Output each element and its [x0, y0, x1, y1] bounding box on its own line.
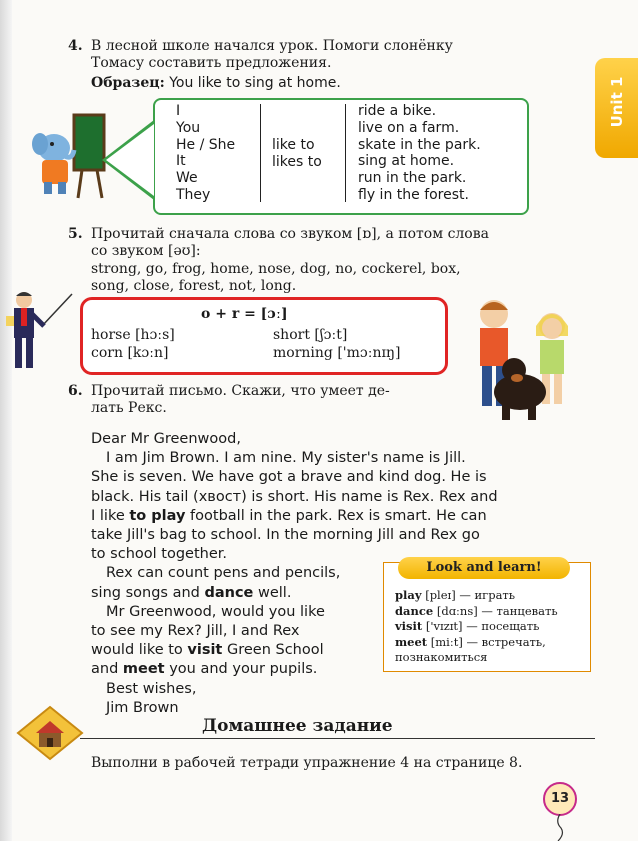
- verb-item: like to: [272, 137, 315, 153]
- subject-item: You: [176, 119, 201, 136]
- divider-line: [345, 104, 346, 202]
- letter-line: sing songs and dance well.: [91, 584, 292, 601]
- letter-greeting: Dear Mr Greenwood,: [91, 431, 241, 447]
- teacher-illustration: [2, 286, 74, 376]
- ex5-instruction-1: Прочитай сначала слова со звуком [ɒ], а потом слова: [91, 226, 489, 242]
- homework-house-icon: [16, 705, 84, 761]
- children-and-dog-illustration: [462, 292, 584, 422]
- vocab-entry: play [pleɪ] — играть: [395, 588, 516, 602]
- balloon-string-icon: [553, 814, 567, 841]
- ex5-number: 5.: [68, 226, 83, 242]
- ex4-instruction-2: Томасу составить предложения.: [91, 55, 332, 71]
- ex6-instruction-2: лать Рекс.: [91, 400, 167, 416]
- phonics-pair: short [ʃɔːt]: [273, 327, 348, 343]
- ending-item: sing at home.: [358, 153, 455, 170]
- homework-text: Выполни в рабочей тетради упражнение 4 на странице 8.: [91, 755, 523, 771]
- vocab-entry-extra: познакомиться: [395, 650, 488, 664]
- divider-line: [260, 104, 261, 202]
- homework-title: Домашнее задание: [202, 716, 393, 736]
- green-box-pointer-inner: [106, 124, 154, 196]
- ending-item: ride a bike.: [358, 103, 437, 119]
- subjects-column: [176, 103, 235, 204]
- subject-item: We: [176, 170, 198, 187]
- unit-tab: [595, 58, 638, 158]
- subject-item: He / She: [176, 136, 236, 153]
- subject-item: I: [176, 103, 181, 119]
- vocab-entry: dance [dɑːns] — танцевать: [395, 603, 558, 618]
- phonics-pair: horse [hɔːs]: [91, 327, 175, 343]
- subject-item: It: [176, 153, 186, 170]
- letter-signature: Jim Brown: [106, 699, 179, 716]
- page-number: 13: [543, 782, 577, 816]
- vocabulary-list: [395, 588, 558, 666]
- letter-line: would like to visit Green School: [91, 642, 324, 659]
- ex6-instruction-1: Прочитай письмо. Скажи, что умеет де-: [91, 383, 390, 399]
- ex5-words-1: strong, go, frog, home, nose, dog, no, cockerel, box,: [91, 261, 461, 277]
- vocab-entry: meet [miːt] — встречать,: [395, 634, 546, 649]
- ex5-instruction-2: со звуком [əʊ]:: [91, 243, 201, 259]
- letter-line: I am Jim Brown. I am nine. My sister's name is Jill.: [106, 450, 466, 467]
- letter-line: to school together.: [91, 546, 227, 563]
- unit-tab-label: Unit 1: [608, 76, 626, 128]
- phonics-pair: corn [kɔːn]: [91, 345, 169, 361]
- ex6-number: 6.: [68, 383, 83, 399]
- ending-item: live on a farm.: [358, 119, 460, 136]
- letter-line: take Jill's bag to school. In the morning Jill and Rex go: [91, 527, 480, 544]
- verbs-column: [272, 137, 322, 171]
- letter-line: Mr Greenwood, would you like: [106, 603, 325, 620]
- endings-column: [358, 103, 481, 204]
- look-and-learn-title: Look and learn!: [398, 557, 570, 579]
- ex4-number: 4.: [68, 38, 83, 54]
- homework-divider: [80, 738, 595, 739]
- ex5-words-2: song, close, forest, not, long.: [91, 278, 297, 294]
- letter-line: I like to play football in the park. Rex is smart. He can: [91, 507, 487, 524]
- letter-line: black. His tail (хвост) is short. His name is Rex. Rex and: [91, 488, 498, 505]
- letter-line: She is seven. We have got a brave and kind dog. He is: [91, 469, 487, 486]
- ending-item: skate in the park.: [358, 136, 481, 153]
- subject-item: They: [176, 186, 211, 203]
- ending-item: run in the park.: [358, 170, 467, 187]
- ex4-instruction-1: В лесной школе начался урок. Помоги слонёнку: [91, 38, 453, 54]
- page-binding-shadow: [0, 0, 12, 841]
- vocab-entry: visit ['vɪzɪt] — посещать: [395, 619, 540, 633]
- letter-line: to see my Rex? Jill, I and Rex: [91, 623, 300, 640]
- elephant-teacher-illustration: [32, 110, 107, 200]
- ex4-sample: Образец: You like to sing at home.: [91, 75, 341, 91]
- ending-item: fly in the forest.: [358, 186, 469, 203]
- letter-closing: Best wishes,: [106, 680, 197, 697]
- verb-item: likes to: [272, 153, 322, 170]
- phonics-rule: o + r = [ɔː]: [201, 306, 288, 322]
- phonics-pair: morning ['mɔːnɪŋ]: [273, 345, 401, 361]
- letter-line: and meet you and your pupils.: [91, 661, 318, 678]
- letter-line: Rex can count pens and pencils,: [106, 565, 341, 582]
